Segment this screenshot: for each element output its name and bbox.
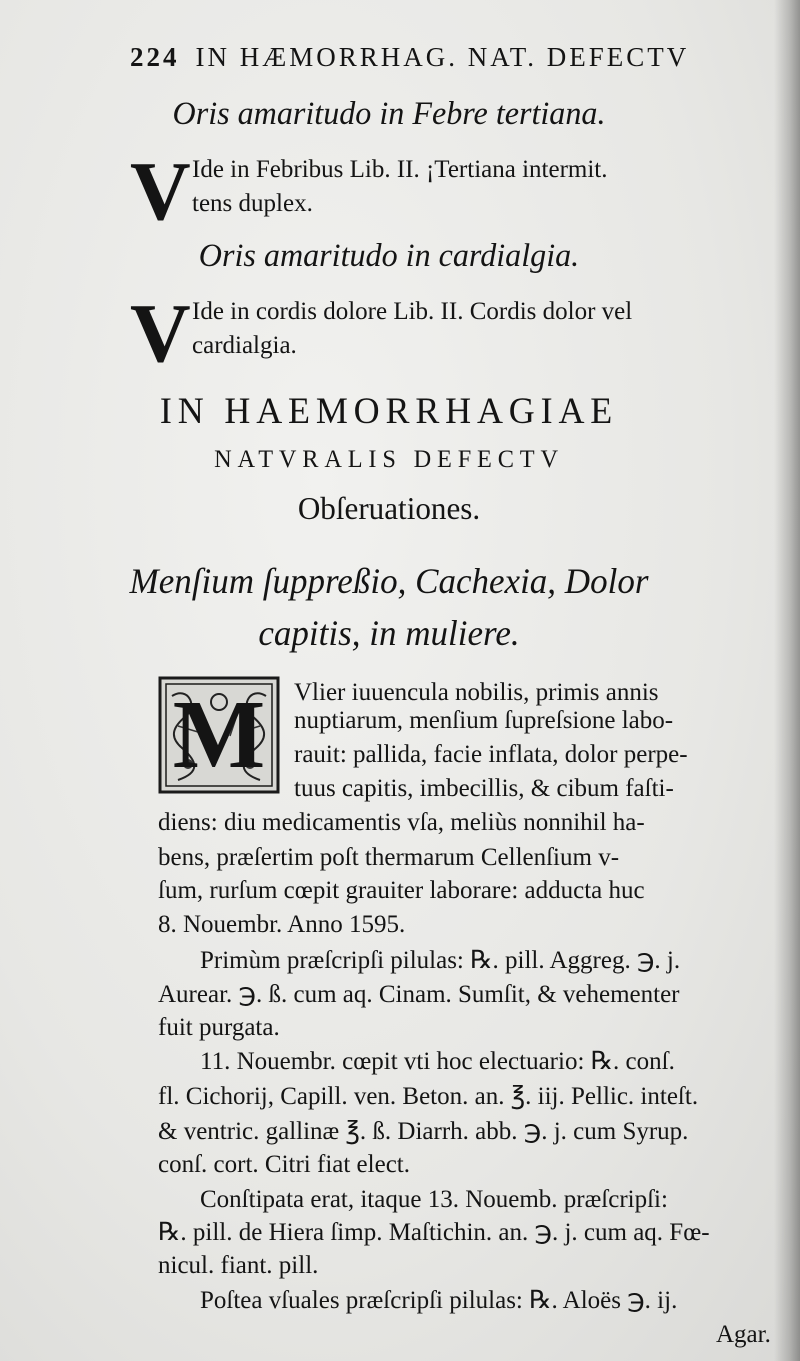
text-line: fuit purgata. xyxy=(158,1014,280,1041)
case-title-line: capitis, in muliere. xyxy=(258,613,520,653)
catchword: Agar. xyxy=(716,1321,771,1348)
text-line: Primùm præſcripſi pilulas: ℞. pill. Aggreg. ℈. j. xyxy=(200,947,681,974)
running-title: IN HÆMORRHAG. NAT. DEFECTV xyxy=(195,42,690,72)
text-line: Vlier iuuencula nobilis, primis annis xyxy=(294,679,659,706)
text-line: rauit: pallida, facie inflata, dolor perpe- xyxy=(294,741,688,768)
text-line: Poſtea vſuales præſcripſi pilulas: ℞. Aloës ℈. ij. xyxy=(200,1287,678,1314)
text-line: nuptiarum, menſium ſupreſsione labo- xyxy=(294,707,674,734)
chapter-title: IN HAEMORRHAGIAE xyxy=(159,391,619,432)
initial-letter: M xyxy=(172,681,266,789)
text-line: conſ. cort. Citri fiat elect. xyxy=(158,1151,410,1178)
text-line: diens: diu medicamentis vſa, meliùs nonnihil ha- xyxy=(158,809,645,836)
drop-cap: V xyxy=(130,287,191,380)
drop-cap: V xyxy=(130,145,191,238)
section-heading-cardialgia: Oris amaritudo in cardialgia. xyxy=(198,238,580,274)
section-heading-febre: Oris amaritudo in Febre tertiana. xyxy=(172,96,606,132)
ornamental-initial xyxy=(158,676,280,794)
text-line: bens, præſertim poſt thermarum Cellenſium v- xyxy=(158,844,620,871)
text-line: tuus capitis, imbecillis, & cibum faſti- xyxy=(294,775,674,802)
entry-line: cardialgia. xyxy=(192,332,297,359)
page-number: 224 xyxy=(130,42,180,72)
text-line: nicul. fiant. pill. xyxy=(158,1252,319,1279)
entry-line: Ide in cordis dolore Lib. II. Cordis dolor vel xyxy=(192,298,633,325)
text-line: 8. Nouembr. Anno 1595. xyxy=(158,911,406,938)
chapter-subtitle: NATVRALIS DEFECTV xyxy=(214,446,564,473)
text-line: ℞. pill. de Hiera ſimp. Maſtichin. an. ℈. j. cum aq. Fœ- xyxy=(158,1219,710,1246)
text-line: Conſtipata erat, itaque 13. Nouemb. præſcripſi: xyxy=(200,1186,668,1213)
running-head xyxy=(130,42,730,82)
page-edge-shadow xyxy=(774,0,800,1361)
text-line: ſum, rurſum cœpit grauiter laborare: adducta huc xyxy=(158,877,645,904)
text-line: 11. Nouembr. cœpit vti hoc electuario: ℞. conſ. xyxy=(200,1048,675,1075)
entry-line: Ide in Febribus Lib. II. ¡Tertiana intermit. xyxy=(192,156,608,183)
text-line: Aurear. ℈. ß. cum aq. Cinam. Sumſit, & vehementer xyxy=(158,981,680,1008)
entry-line: tens duplex. xyxy=(192,190,313,217)
case-title-line: Menſium ſuppreßio, Cachexia, Dolor xyxy=(129,561,649,601)
text-line: fl. Cichorij, Capill. ven. Beton. an. ℥. iij. Pellic. inteſt. xyxy=(158,1083,699,1110)
observations-heading: Obſeruationes. xyxy=(297,490,481,526)
text-line: & ventric. gallinæ ℥. ß. Diarrh. abb. ℈. j. cum Syrup. xyxy=(158,1118,689,1145)
